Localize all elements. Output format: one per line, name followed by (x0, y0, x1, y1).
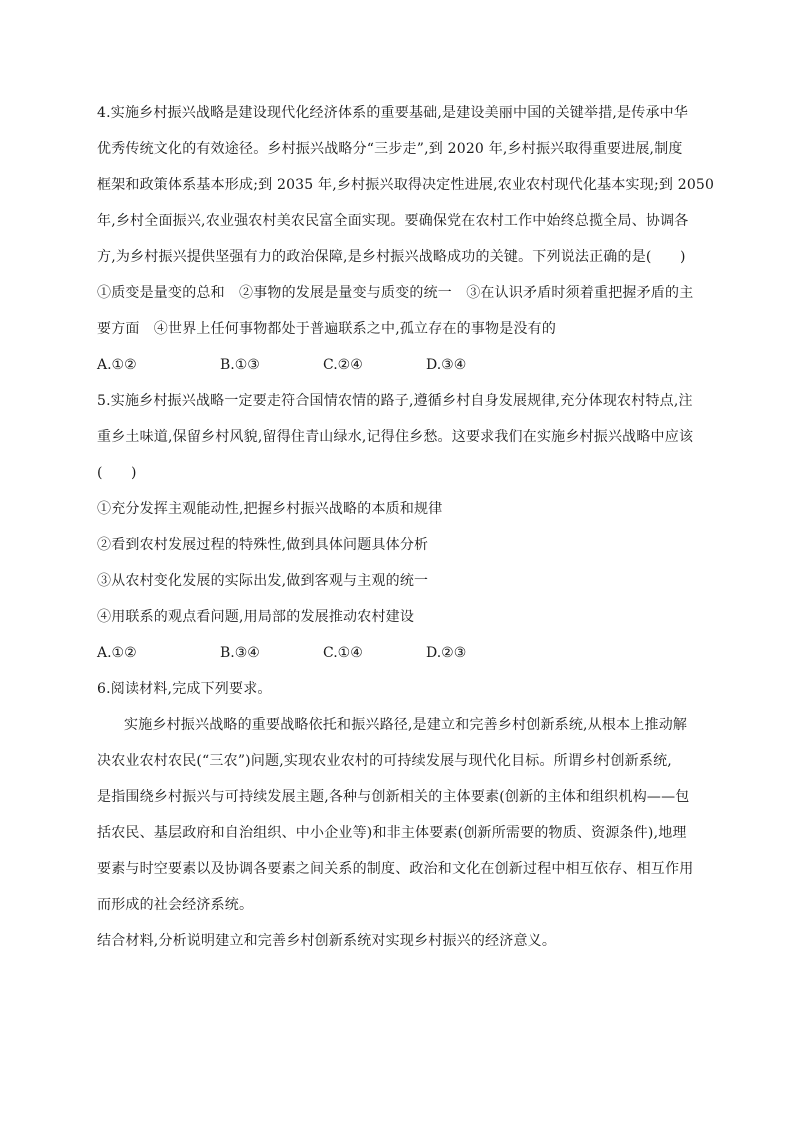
q4-line-6: ①质变是量变的总和 ②事物的发展是量变与质变的统一 ③在认识矛盾时须着重把握矛盾的主 (97, 285, 694, 301)
q6-material-line-3: 是指围绕乡村振兴与可持续发展主题,各种与创新相关的主体要素(创新的主体和组织机构——包 (97, 789, 690, 805)
q5-option-b: B.③④ (220, 645, 260, 661)
q6-task: 结合材料,分析说明建立和完善乡村创新系统对实现乡村振兴的经济意义。 (97, 933, 557, 949)
q6-material-line-2: 决农业农村农民(“三农”)问题,实现农业农村的可持续发展与现代化目标。所谓乡村创新系统, (97, 753, 672, 769)
q6-material-line-4: 括农民、基层政府和自治组织、中小企业等)和非主体要素(创新所需要的物质、资源条件),地理 (97, 825, 687, 841)
q5-line-2: 重乡土味道,保留乡村风貌,留得住青山绿水,记得住乡愁。这要求我们在实施乡村振兴战略中应该 (97, 429, 694, 445)
q6-material-line-1: 实施乡村振兴战略的重要战略依托和振兴路径,是建立和完善乡村创新系统,从根本上推动解 (124, 717, 688, 733)
q4-option-b: B.①③ (220, 357, 260, 373)
q5-option-a: A.①② (97, 645, 137, 661)
q5-statement-4: ④用联系的观点看问题,用局部的发展推动农村建设 (97, 609, 415, 625)
q5-option-d: D.②③ (426, 645, 467, 661)
q6-material-line-5: 要素与时空要素以及协调各要素之间关系的制度、政治和文化在创新过程中相互依存、相互作用 (97, 861, 694, 877)
q6-material-line-6: 而形成的社会经济系统。 (97, 897, 254, 913)
q4-line-1: 4.实施乡村振兴战略是建设现代化经济体系的重要基础,是建设美丽中国的关键举措,是传承中华 (97, 105, 689, 121)
q5-statement-2: ②看到农村发展过程的特殊性,做到具体问题具体分析 (97, 537, 429, 553)
q4-line-5: 方,为乡村振兴提供坚强有力的政治保障,是乡村振兴战略成功的关键。下列说法正确的是( ) (97, 249, 686, 265)
q5-statement-3: ③从农村变化发展的实际出发,做到客观与主观的统一 (97, 573, 429, 589)
q4-option-c: C.②④ (323, 357, 363, 373)
q4-option-d: D.③④ (426, 357, 467, 373)
q4-option-a: A.①② (97, 357, 137, 373)
q4-line-4: 年,乡村全面振兴,农业强农村美农民富全面实现。要确保党在农村工作中始终总揽全局、协调各 (97, 213, 689, 229)
q4-line-2: 优秀传统文化的有效途径。乡村振兴战略分“三步走”,到 2020 年,乡村振兴取得重要进展,制度 (97, 141, 683, 157)
q5-option-c: C.①④ (323, 645, 363, 661)
q5-statement-1: ①充分发挥主观能动性,把握乡村振兴战略的本质和规律 (97, 501, 443, 517)
q4-line-3: 框架和政策体系基本形成;到 2035 年,乡村振兴取得决定性进展,农业农村现代化基本实现;到 2050 (97, 177, 715, 193)
q4-line-7: 要方面 ④世界上任何事物都处于普遍联系之中,孤立存在的事物是没有的 (97, 321, 557, 337)
q6-title: 6.阅读材料,完成下列要求。 (97, 681, 272, 697)
q5-line-3: ( ) (97, 465, 137, 481)
q5-line-1: 5.实施乡村振兴战略一定要走符合国情农情的路子,遵循乡村自身发展规律,充分体现农村特点,注 (97, 393, 693, 409)
